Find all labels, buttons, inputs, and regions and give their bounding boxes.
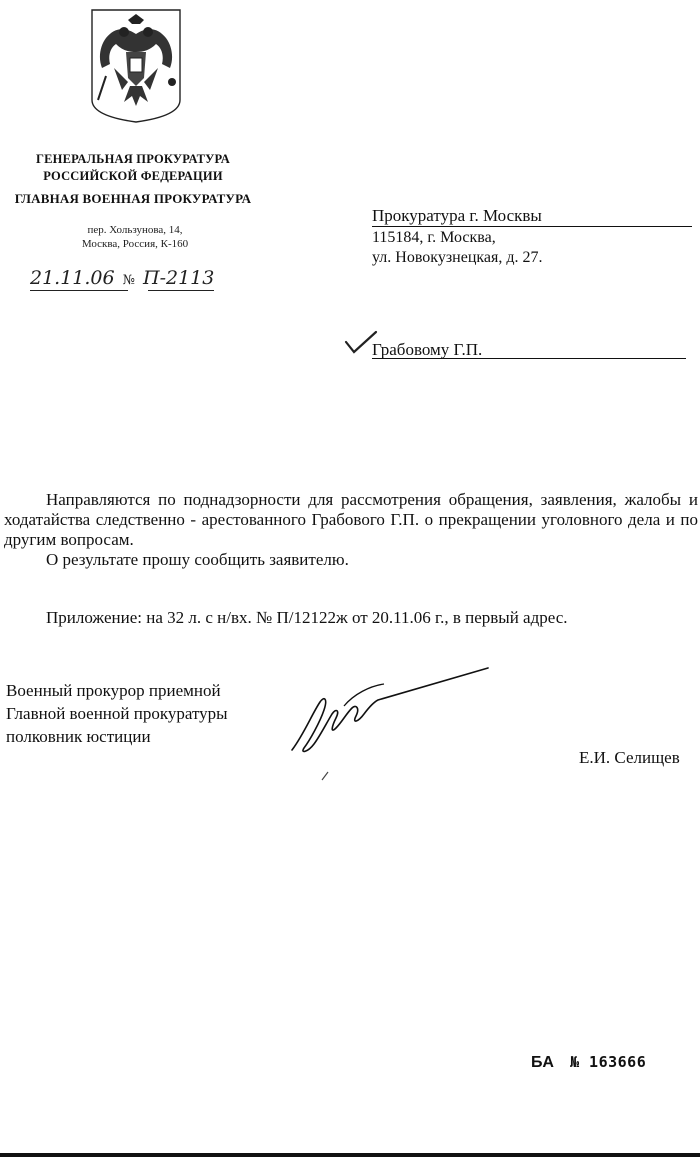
- sender-address-line-1: пер. Хользунова, 14,: [87, 224, 183, 236]
- form-number: 163666: [589, 1053, 647, 1071]
- org-line-2: РОССИЙСКОЙ ФЕДЕРАЦИИ: [43, 169, 223, 183]
- body-paragraph-1: Направляются по поднадзорности для рассмотрения обращения, заявления, жалобы и ходатайства следственно - арестованного Грабового Г.П. о прекращении уголовного дела и по другим вопросам.: [4, 490, 698, 549]
- state-emblem-icon: [84, 6, 188, 126]
- org-line-1: ГЕНЕРАЛЬНАЯ ПРОКУРАТУРА: [35, 152, 231, 166]
- sender-address-line-2: Москва, Россия, К-160: [81, 238, 189, 250]
- copy-recipient: Грабовому Г.П.: [372, 340, 483, 359]
- recipient-line-2: 115184, г. Москва,: [372, 229, 496, 246]
- form-series: БА: [531, 1054, 555, 1071]
- form-number-sign: №: [569, 1053, 580, 1071]
- recipient-line-1: Прокуратура г. Москвы: [372, 206, 542, 225]
- org-line-3: ГЛАВНАЯ ВОЕННАЯ ПРОКУРАТУРА: [14, 191, 252, 206]
- signatory-name: Е.И. Селищев: [579, 748, 680, 767]
- bottom-divider: [0, 1153, 700, 1157]
- signatory-position-line-1: Военный прокурор приемной: [6, 681, 221, 700]
- signatory-position-line-2: Главной военной прокуратуры: [6, 704, 228, 723]
- letter-body: [4, 490, 698, 570]
- number-sign: №: [122, 273, 135, 288]
- attachment-note: [4, 608, 698, 628]
- registration-field: [30, 267, 214, 289]
- registration-number: П-2113: [143, 267, 215, 289]
- date-underline: [30, 290, 128, 291]
- form-serial-number: [531, 1053, 646, 1072]
- recipient-line-3: ул. Новокузнецкая, д. 27.: [372, 249, 543, 266]
- recipient-underline: [372, 226, 692, 227]
- number-underline: [148, 290, 214, 291]
- copy-recipient-underline: [372, 358, 686, 359]
- registration-date: 21.11.06: [30, 267, 115, 289]
- handwritten-signature-icon: [284, 664, 494, 786]
- signatory-rank: полковник юстиции: [6, 727, 151, 746]
- attachment-text: Приложение: на 32 л. с н/вх. № П/12122ж от 20.11.06 г., в первый адрес.: [46, 608, 568, 627]
- body-paragraph-2: О результате прошу сообщить заявителю.: [46, 550, 349, 569]
